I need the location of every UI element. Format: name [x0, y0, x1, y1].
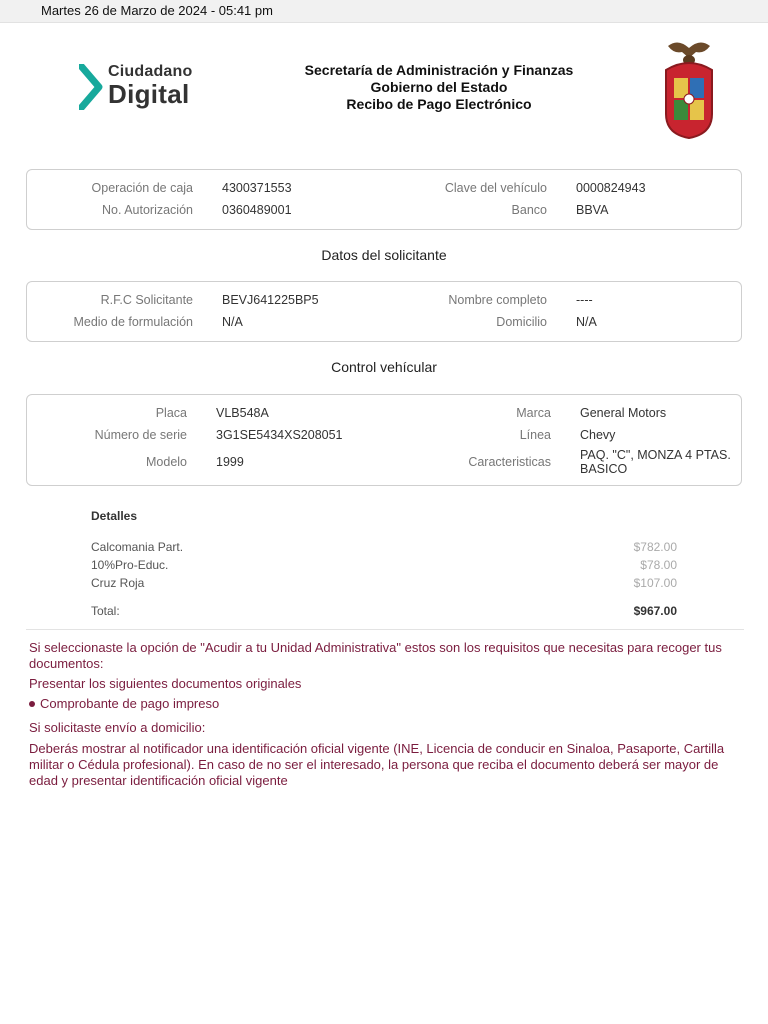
detalle-name: 10%Pro-Educ.: [91, 558, 169, 572]
detalle-row: [91, 558, 677, 574]
bullet-icon: [29, 701, 35, 707]
marca-label: Marca: [516, 406, 551, 420]
divider: [26, 629, 744, 630]
operation-card: [26, 169, 742, 230]
detalle-name: Calcomania Part.: [91, 540, 184, 554]
total-label: Total:: [91, 604, 120, 618]
medio-label: Medio de formulación: [73, 315, 193, 329]
requisitos-section: [29, 640, 741, 790]
header-line2: Gobierno del Estado: [370, 79, 508, 95]
vehiculo-card: [26, 394, 742, 486]
detalle-name: Cruz Roja: [91, 576, 145, 590]
detalle-row: [91, 540, 677, 556]
chevron-logo-icon: [79, 64, 103, 110]
requisitos-envio: Si solicitaste envío a domicilio:: [29, 720, 206, 735]
linea-label: Línea: [519, 428, 551, 442]
marca-value: General Motors: [580, 406, 667, 420]
logo-line1: Ciudadano: [108, 63, 193, 80]
rfc-value: BEVJ641225BP5: [222, 293, 319, 307]
detalles-section: [91, 509, 677, 624]
datetime-text: Martes 26 de Marzo de 2024 - 05:41 pm: [41, 3, 273, 18]
ciudadano-digital-logo: [79, 62, 199, 112]
detalle-amount: $107.00: [633, 576, 677, 590]
modelo-value: 1999: [216, 455, 244, 469]
detalle-row: [91, 576, 677, 592]
detalle-amount: $782.00: [633, 540, 677, 554]
domicilio-value: N/A: [576, 315, 597, 329]
requisito-item: Comprobante de pago impreso: [40, 696, 220, 711]
clave-vehiculo-value: 0000824943: [576, 181, 646, 195]
nombre-value: ----: [576, 293, 593, 307]
modelo-label: Modelo: [146, 455, 187, 469]
requisitos-originales: Presentar los siguientes documentos originales: [29, 676, 302, 691]
op-caja-label: Operación de caja: [91, 181, 193, 195]
date-bar: [0, 0, 768, 23]
solicitante-title: Datos del solicitante: [321, 247, 447, 263]
linea-value: Chevy: [580, 428, 616, 442]
placa-value: VLB548A: [216, 406, 269, 420]
domicilio-label: Domicilio: [496, 315, 547, 329]
autorizacion-value: 0360489001: [222, 203, 292, 217]
caract-label: Caracteristicas: [468, 455, 551, 469]
vehiculo-title: Control vehícular: [331, 359, 437, 375]
document-header: [240, 62, 638, 113]
caract-value: PAQ. "C", MONZA 4 PTAS. BASICO: [580, 448, 731, 476]
clave-vehiculo-label: Clave del vehículo: [444, 181, 547, 195]
serie-label: Número de serie: [94, 428, 187, 442]
detalles-title: Detalles: [91, 509, 138, 523]
requisitos-intro: Si seleccionaste la opción de "Acudir a tu Unidad Administrativa" estos son los requisitos que necesitas para recoger tus documentos:: [29, 640, 722, 671]
serie-value: 3G1SE5434XS208051: [216, 428, 343, 442]
op-caja-value: 4300371553: [222, 181, 292, 195]
solicitante-card: [26, 281, 742, 342]
nombre-label: Nombre completo: [448, 293, 547, 307]
banco-value: BBVA: [576, 203, 609, 217]
detalle-amount: $78.00: [640, 558, 677, 572]
autorizacion-label: No. Autorización: [101, 203, 193, 217]
medio-value: N/A: [222, 315, 243, 329]
logo-line2: Digital: [108, 79, 190, 109]
total-row: [91, 604, 677, 620]
rfc-label: R.F.C Solicitante: [100, 293, 193, 307]
placa-label: Placa: [155, 406, 187, 420]
state-seal-icon: [660, 36, 718, 142]
total-value: $967.00: [633, 604, 677, 618]
header-line1: Secretaría de Administración y Finanzas: [304, 62, 574, 78]
requisitos-envio-text: Deberás mostrar al notificador una identificación oficial vigente (INE, Licencia de conducir en Sinaloa, Pasaporte, Cartilla militar o Cédula profesional). En caso de no ser el interesado, la persona que reciba el documento deberá ser mayor de edad y presentar identificación oficial vigente: [29, 741, 725, 788]
banco-label: Banco: [511, 203, 547, 217]
header-line3: Recibo de Pago Electrónico: [346, 96, 532, 112]
